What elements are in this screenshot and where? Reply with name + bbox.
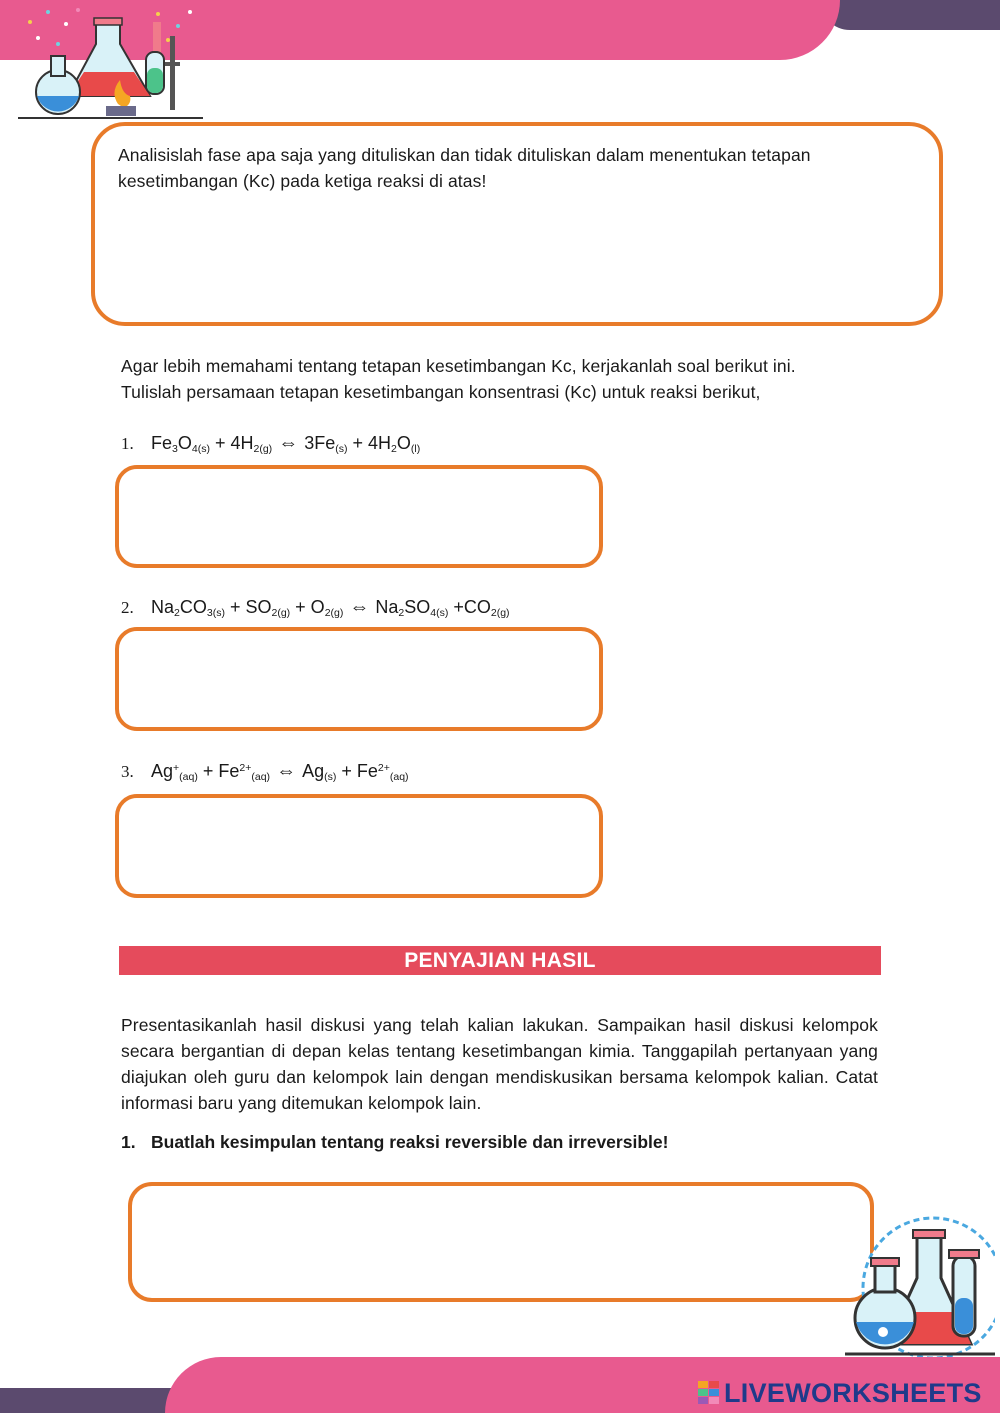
formula-subscript: 2(g): [253, 443, 273, 455]
formula-subscript: 2(g): [271, 607, 291, 619]
reaction-equation: [151, 761, 409, 781]
formula-subscript: 4(s): [430, 607, 449, 619]
formula-subscript: 2: [174, 607, 180, 619]
formula-subscript: 4(s): [191, 443, 210, 455]
formula-subscript: 2: [398, 607, 405, 619]
formula-subscript: 2(g): [490, 607, 510, 619]
formula-subscript: 2(g): [324, 607, 344, 619]
equilibrium-arrow-icon: ⇔: [276, 760, 297, 782]
lab-flasks-illustration: [18, 4, 203, 122]
bottom-flasks-illustration: [845, 1208, 995, 1360]
question-text: Buatlah kesimpulan tentang reaksi reversible dan irreversible!: [151, 1132, 669, 1152]
formula-text: CO: [179, 597, 207, 617]
formula-text: Ag: [151, 761, 174, 781]
formula-text: + O: [290, 597, 325, 617]
live-badge-icon: [698, 1381, 720, 1405]
conclusion-question: [121, 1132, 881, 1153]
intro-line-2: Tulislah persamaan tetapan kesetimbangan konsentrasi (Kc) untuk reaksi berikut,: [121, 382, 761, 402]
formula-superscript: 2+: [377, 762, 390, 774]
reaction-3: [121, 760, 409, 783]
reaction-number: 3.: [121, 762, 134, 781]
reaction-number: 2.: [121, 598, 134, 617]
formula-text: + Fe: [197, 761, 240, 781]
reaction-number: 1.: [121, 434, 134, 453]
formula-text: Fe: [151, 433, 173, 453]
section-paragraph: Presentasikanlah hasil diskusi yang telah kalian lakukan. Sampaikan hasil diskusi kelompok secara bergantian di depan kelas tentang kesetimbangan kimia. Tanggapilah pertanyaan yang diajukan oleh guru dan kelompok lain dengan mendiskusikan bersama kelompok kalian. Catat informasi baru yang ditemukan kelompok lain.: [121, 1015, 878, 1113]
reaction-2: [121, 596, 510, 619]
reaction-1-answer-box[interactable]: [115, 465, 603, 568]
formula-subscript: (aq): [389, 771, 409, 783]
formula-superscript: 2+: [239, 762, 252, 774]
formula-text: 3Fe: [304, 433, 336, 453]
formula-text: Ag: [302, 761, 325, 781]
formula-text: + 4H: [347, 433, 391, 453]
formula-text: Na: [375, 597, 399, 617]
equilibrium-arrow-icon: ⇔: [349, 596, 370, 618]
formula-superscript: +: [173, 762, 180, 774]
formula-text: SO: [404, 597, 431, 617]
formula-subscript: (aq): [179, 771, 198, 783]
formula-text: O: [396, 433, 411, 453]
reaction-1: [121, 432, 420, 455]
formula-text: +CO: [448, 597, 491, 617]
formula-subscript: 3: [172, 443, 178, 455]
question-number: 1.: [121, 1132, 136, 1152]
formula-subscript: 2: [391, 443, 397, 455]
liveworksheets-logo[interactable]: [698, 1378, 982, 1409]
section-banner-title: PENYAJIAN HASIL: [119, 946, 881, 975]
formula-text: + Fe: [336, 761, 378, 781]
formula-text: + 4H: [209, 433, 254, 453]
reaction-equation: [151, 597, 510, 617]
logo-text: LIVEWORKSHEETS: [724, 1378, 982, 1408]
formula-text: O: [177, 433, 192, 453]
analysis-question-text: Analisislah fase apa saja yang dituliskan dan tidak dituliskan dalam menentukan tetapan kesetimbangan (Kc) pada ketiga reaksi di atas!: [118, 145, 811, 191]
formula-text: Na: [151, 597, 175, 617]
conclusion-answer-box[interactable]: [128, 1182, 874, 1302]
formula-subscript: (s): [335, 443, 348, 455]
reaction-3-answer-box[interactable]: [115, 794, 603, 898]
formula-text: + SO: [224, 597, 272, 617]
intro-line-1: Agar lebih memahami tentang tetapan kesetimbangan Kc, kerjakanlah soal berikut ini.: [121, 356, 796, 376]
header-purple-band: [820, 0, 1000, 30]
equilibrium-arrow-icon: ⇔: [278, 432, 299, 454]
reaction-equation: [151, 433, 420, 453]
formula-subscript: (s): [324, 771, 337, 783]
formula-subscript: 3(s): [206, 607, 225, 619]
formula-subscript: (l): [410, 443, 421, 455]
formula-subscript: (aq): [251, 771, 271, 783]
reaction-2-answer-box[interactable]: [115, 627, 603, 731]
